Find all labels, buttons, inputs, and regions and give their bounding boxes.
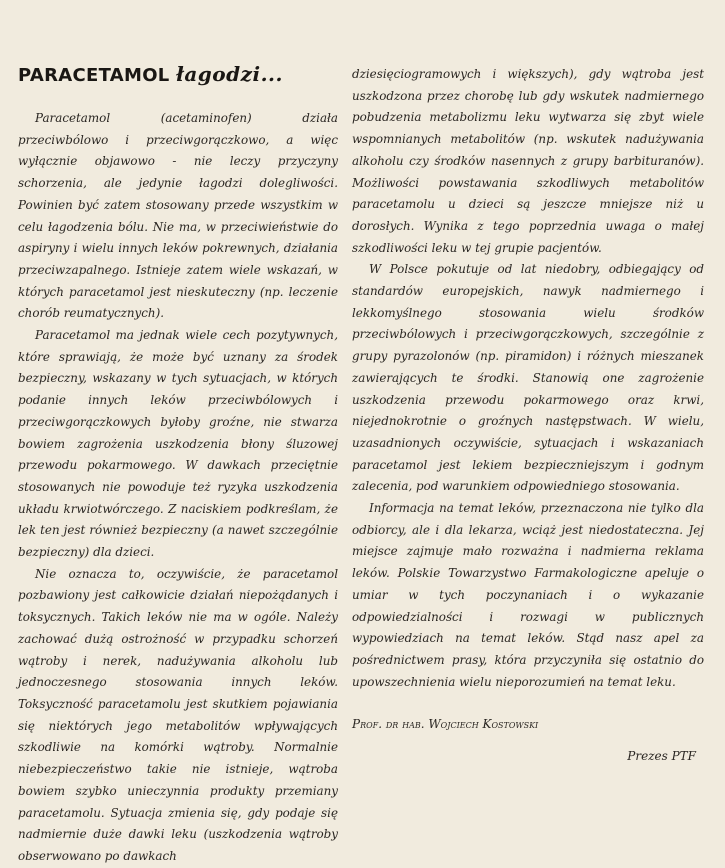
paragraph-toxicity-continued: dziesięciogramowych i większych), gdy wątroba jest uszkodzona przez chorobę lub gdy wskutek nadmiernego pobudzenia metabolizmu leku wytwarza się zbyt wiele wspomnianych metabolitów (np. wskutek nadużywania alkoholu czy środków nasennych z grupy barbituranów). Możliwości powstawania szkodliwych metabolitów paracetamolu u dzieci są jeszcze mniejsze niż u dorosłych. Wynika z tego poprzednia uwaga o małej szkodliwości leku w tej grupie pacjentów.	[352, 67, 704, 255]
title-subtitle: łagodzi...	[176, 62, 283, 86]
title-word: PARACETAMOL	[18, 65, 170, 86]
author-role: Prezes PTF	[627, 749, 696, 764]
paragraph-intro: Paracetamol (acetaminofen) działa przeciwbólowo i przeciwgorączkowo, a więc wyłącznie objawowo - nie leczy przyczyny schorzenia, ale jedynie łagodzi dolegliwości. Powinien być zatem stosowany przede wszystkim w celu łagodzenia bólu. Nie ma, w przeciwieństwie do aspiryny i wielu innych leków pokrewnych, działania przeciwzapalnego. Istnieje zatem wiele wskazań, w których paracetamol jest nieskuteczny (np. leczenie chorób reumatycznych).	[18, 111, 338, 321]
paragraph-information: Informacja na temat leków, przeznaczona nie tylko dla odbiorcy, ale i dla lekarza, wciąż jest niedostateczna. Jej miejsce zajmuje mało rozważna i nadmierna reklama leków. Polskie Towarzystwo Farmakologiczne apeluje o umiar w tych poczynaniach i o wykazanie odpowiedzialności i rozwagi w publicznych wypowiedziach na temat leków. Stąd nasz apel za pośrednictwem prasy, która przyczyniła się ostatnio do upowszechnienia wielu nieporozumień na temat leku.	[352, 501, 704, 689]
paragraph-positive-traits: Paracetamol ma jednak wiele cech pozytywnych, które sprawiają, że może być uznany za środek bezpieczny, wskazany w tych sytuacjach, w których podanie innych leków przeciwbólowych i przeciwgorączkowych byłoby groźne, nie stwarza bowiem zagrożenia uszkodzenia błony śluzowej przewodu pokarmowego. W dawkach przeciętnie stosowanych nie powoduje też ryzyka uszkodzenia układu krwiotwórczego. Z naciskiem podkreślam, że lek ten jest również bezpieczny (a nawet szczególnie bezpieczny) dla dzieci.	[18, 328, 338, 560]
paragraph-poland-habits: W Polsce pokutuje od lat niedobry, odbiegający od standardów europejskich, nawyk nadmiernego i lekkomyślnego stosowania wielu środków przeciwbólowych i przeciwgorączkowych, szczególnie z grupy pyrazolonów (np. piramidon) i różnych mieszanek zawierających te środki. Stanowią one zagrożenie uszkodzenia przewodu pokarmowego oraz krwi, niejednokrotnie o groźnych następstwach. W wielu, uzasadnionych oczywiście, sytuacjach i wskazaniach paracetamol jest lekiem bezpieczniejszym i godnym zalecenia, pod warunkiem odpowiedniego stosowania.	[352, 262, 704, 494]
paragraph-toxicity: Nie oznacza to, oczywiście, że paracetamol pozbawiony jest całkowicie działań niepożądanych i toksycznych. Takich leków nie ma w ogóle. Należy zachować dużą ostrożność w przypadku schorzeń wątroby i nerek, nadużywania alkoholu lub jednoczesnego stosowania innych leków. Toksyczność paracetamolu jest skutkiem pojawiania się niektórych jego metabolitów wpływających szkodliwie na komórki wątroby. Normalnie niebezpieczeństwo takie nie istnieje, wątroba bowiem szybko unieczynnia produkty przemiany paracetamolu. Sytuacja zmienia się, gdy podaje się nadmiernie duże dawki leku (uszkodzenia wątroby obserwowano po dawkach	[18, 566, 338, 863]
article-title	[18, 62, 338, 86]
right-column	[352, 64, 704, 763]
left-column	[18, 62, 338, 868]
author-signature: Prof. dr hab. Wojciech Kostowski	[352, 717, 539, 732]
